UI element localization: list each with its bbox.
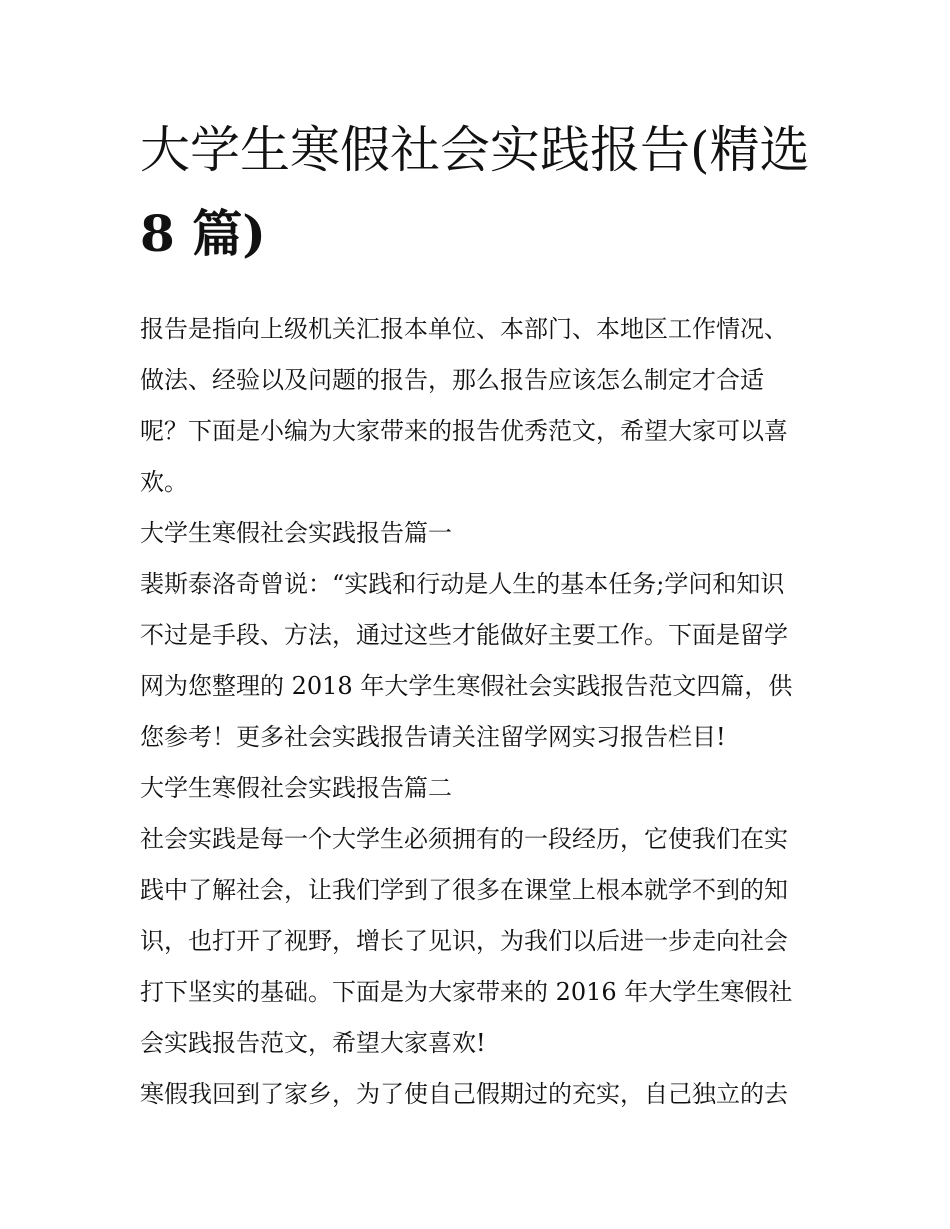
title-line-1: 大学生寒假社会实践报告(精选 bbox=[140, 121, 810, 179]
section-3-line: 寒假我回到了家乡，为了使自己假期过的充实，自己独立的去 bbox=[140, 1080, 788, 1108]
title-line-2 bbox=[140, 192, 816, 276]
section-2-line: 践中了解社会，让我们学到了很多在课堂上根本就学不到的知 bbox=[140, 876, 788, 904]
section-1-line: 网为您整理的 2018 年大学生寒假社会实践报告范文四篇，供 bbox=[140, 672, 793, 700]
intro-line: 呢？下面是小编为大家带来的报告优秀范文，希望大家可以喜 bbox=[140, 417, 788, 445]
intro-line: 做法、经验以及问题的报告，那么报告应该怎么制定才合适 bbox=[140, 366, 764, 394]
section-1-line: 裴斯泰洛奇曾说：“实践和行动是人生的基本任务;学问和知识 bbox=[140, 570, 785, 598]
section-2-line: 社会实践是每一个大学生必须拥有的一段经历，它使我们在实 bbox=[140, 825, 788, 853]
intro-line: 报告是指向上级机关汇报本单位、本部门、本地区工作情况、 bbox=[140, 315, 788, 343]
title-line-2-text: 8 篇) bbox=[140, 204, 266, 263]
section-2-line: 识，也打开了视野，增长了见识，为我们以后进一步走向社会 bbox=[140, 927, 788, 955]
section-2-paragraph bbox=[140, 814, 816, 1069]
intro-line: 欢。 bbox=[140, 468, 188, 496]
document-body bbox=[140, 304, 816, 1120]
intro-paragraph bbox=[140, 304, 816, 508]
section-1-line: 不过是手段、方法，通过这些才能做好主要工作。下面是留学 bbox=[140, 621, 788, 649]
section-1-line: 您参考！更多社会实践报告请关注留学网实习报告栏目! bbox=[140, 723, 726, 751]
section-1-paragraph bbox=[140, 559, 816, 763]
section-heading-1: 大学生寒假社会实践报告篇一 bbox=[140, 519, 452, 547]
document-page bbox=[140, 108, 816, 1120]
section-2-line: 打下坚实的基础。下面是为大家带来的 2016 年大学生寒假社 bbox=[140, 978, 793, 1006]
section-2-line: 会实践报告范文，希望大家喜欢! bbox=[140, 1029, 486, 1057]
document-title bbox=[140, 108, 816, 276]
section-3-paragraph bbox=[140, 1069, 816, 1120]
section-heading-2: 大学生寒假社会实践报告篇二 bbox=[140, 774, 452, 802]
